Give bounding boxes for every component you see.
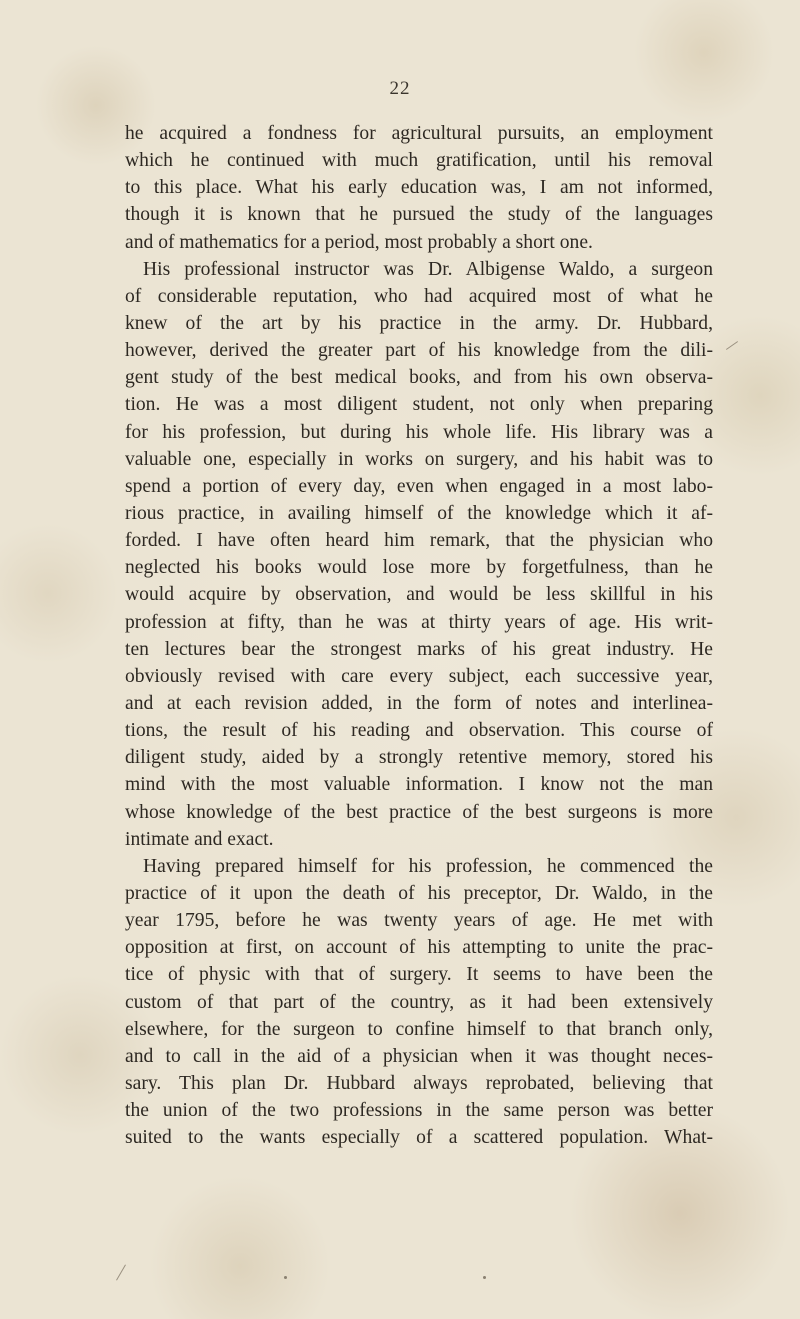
paragraph-start-line: Having prepared himself for his profession, he commenced the bbox=[143, 855, 713, 877]
text-line: he acquired a fondness for agricultural pursuits, an employment bbox=[125, 123, 713, 144]
paper-speck bbox=[284, 1276, 287, 1279]
text-line: though it is known that he pursued the study of the languages bbox=[125, 204, 713, 226]
text-line: which he continued with much gratification, until his removal bbox=[125, 150, 713, 172]
text-line: neglected his books would lose more by forgetfulness, than he bbox=[125, 557, 713, 579]
text-line: tion. He was a most diligent student, not only when preparing bbox=[125, 394, 713, 416]
text-line: elsewhere, for the surgeon to confine himself to that branch only, bbox=[125, 1018, 713, 1040]
text-line: however, derived the greater part of his knowledge from the dili- bbox=[125, 340, 713, 362]
text-line: mind with the most valuable information. I know not the man bbox=[125, 774, 713, 796]
text-line: intimate and exact. bbox=[125, 828, 274, 850]
text-line: spend a portion of every day, even when engaged in a most labo- bbox=[125, 475, 713, 497]
text-line: knew of the art by his practice in the army. Dr. Hubbard, bbox=[125, 312, 713, 334]
text-line: and of mathematics for a period, most probably a short one. bbox=[125, 231, 593, 253]
text-line: opposition at first, on account of his attempting to unite the prac- bbox=[125, 937, 713, 959]
page-number: 22 bbox=[389, 78, 411, 99]
text-line: tions, the result of his reading and observation. This course of bbox=[125, 720, 713, 742]
text-line: whose knowledge of the best practice of the best surgeons is more bbox=[125, 801, 713, 823]
text-line: custom of that part of the country, as it had been extensively bbox=[125, 991, 713, 1013]
paragraph-start-line: His professional instructor was Dr. Albigense Waldo, a surgeon bbox=[143, 258, 713, 280]
text-line: profession at fifty, than he was at thirty years of age. His writ- bbox=[125, 611, 713, 633]
text-line: obviously revised with care every subject, each successive year, bbox=[125, 665, 713, 687]
text-line: forded. I have often heard him remark, that the physician who bbox=[125, 530, 713, 552]
paper-mark bbox=[116, 1264, 126, 1280]
text-line: the union of the two professions in the same person was better bbox=[125, 1100, 713, 1122]
text-line: tice of physic with that of surgery. It seems to have been the bbox=[125, 964, 713, 986]
text-line: rious practice, in availing himself of the knowledge which it af- bbox=[125, 502, 713, 524]
text-line: of considerable reputation, who had acquired most of what he bbox=[125, 285, 713, 307]
paper-mark bbox=[726, 341, 738, 350]
text-line: would acquire by observation, and would be less skillful in his bbox=[125, 584, 713, 606]
text-line: valuable one, especially in works on surgery, and his habit was to bbox=[125, 448, 713, 470]
text-line: and at each revision added, in the form of notes and interlinea- bbox=[125, 692, 713, 714]
text-line: sary. This plan Dr. Hubbard always reprobated, believing that bbox=[125, 1072, 713, 1094]
text-line: to this place. What his early education was, I am not informed, bbox=[125, 177, 713, 199]
text-line: for his profession, but during his whole life. His library was a bbox=[125, 421, 713, 443]
text-line: gent study of the best medical books, and from his own observa- bbox=[125, 367, 713, 389]
paper-speck bbox=[483, 1276, 486, 1279]
text-line: suited to the wants especially of a scattered population. What- bbox=[125, 1127, 713, 1149]
text-line: ten lectures bear the strongest marks of his great industry. He bbox=[125, 638, 713, 660]
text-line: and to call in the aid of a physician when it was thought neces- bbox=[125, 1045, 713, 1067]
text-line: diligent study, aided by a strongly retentive memory, stored his bbox=[125, 747, 713, 769]
body-text bbox=[125, 120, 713, 1151]
text-line: practice of it upon the death of his preceptor, Dr. Waldo, in the bbox=[125, 882, 713, 904]
text-line: year 1795, before he was twenty years of age. He met with bbox=[125, 910, 713, 932]
